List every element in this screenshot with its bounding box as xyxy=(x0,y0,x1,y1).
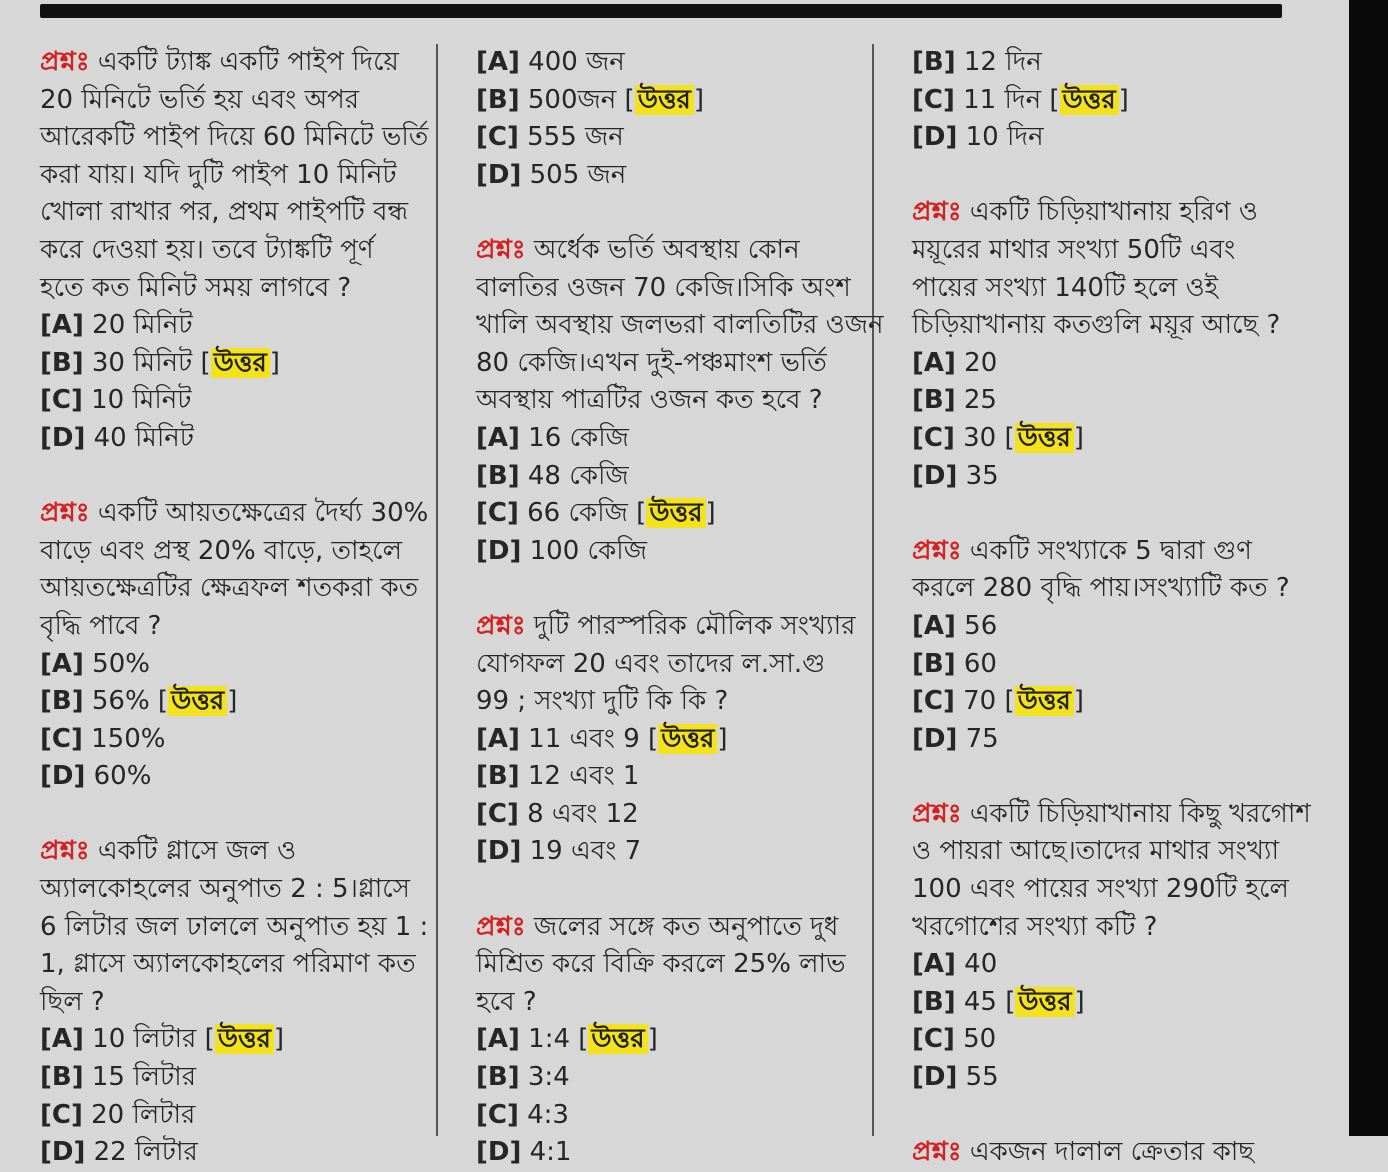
option-text: 11 দিন xyxy=(963,84,1042,115)
answer-badge: উত্তর xyxy=(168,686,227,716)
option-item xyxy=(912,608,1342,646)
option-letter: [B] xyxy=(40,347,84,378)
option-item xyxy=(476,420,866,458)
option-item xyxy=(40,382,430,420)
question-line xyxy=(912,270,1342,308)
answer-badge: উত্তর xyxy=(646,498,705,528)
option-text: 15 লিটার xyxy=(91,1062,197,1093)
question-line xyxy=(912,796,1342,834)
question-text: করে দেওয়া হয়। তবে ট্যাঙ্কটি পূর্ণ xyxy=(40,234,374,265)
option-text: 555 জন xyxy=(527,122,624,153)
answer-badge: উত্তর xyxy=(215,1024,274,1054)
question-text: বাড়ে এবং প্রস্থ 20% বাড়ে, তাহলে xyxy=(40,535,403,566)
question-label: প্রশ্নঃ xyxy=(476,911,526,942)
question-line xyxy=(40,119,430,157)
option-item xyxy=(912,646,1342,684)
option-text: 22 লিটার xyxy=(93,1137,198,1168)
option-letter: [B] xyxy=(40,686,84,717)
option-item xyxy=(40,758,430,796)
option-item xyxy=(912,458,1342,496)
option-text: 10 দিন xyxy=(965,122,1044,153)
option-letter: [B] xyxy=(476,460,520,491)
question-line xyxy=(476,382,866,420)
option-item xyxy=(912,119,1342,157)
option-item: [C] 11 দিন [ উত্তর ] xyxy=(912,84,1129,115)
question-line xyxy=(476,646,866,684)
question-text: একটি গ্লাসে জল ও xyxy=(97,836,297,867)
option-letter: [D] xyxy=(476,159,522,190)
question-line xyxy=(912,871,1342,909)
question-line xyxy=(476,345,866,383)
option-text: 48 কেজি xyxy=(527,460,629,491)
column-2 xyxy=(476,44,884,1172)
option-letter: [C] xyxy=(40,385,83,416)
option-text: 505 জন xyxy=(529,159,627,190)
option-text: 12 এবং 1 xyxy=(527,761,640,792)
question-line xyxy=(40,157,430,195)
question-line xyxy=(40,909,430,947)
question-text: একজন দালাল ক্রেতার কাছ xyxy=(969,1137,1255,1168)
option-item xyxy=(476,833,866,871)
option-letter: [D] xyxy=(912,122,958,153)
option-letter: [C] xyxy=(912,1024,955,1055)
option-text: 60% xyxy=(93,761,152,792)
spacer xyxy=(912,157,1342,195)
option-text: 8 এবং 12 xyxy=(527,798,639,829)
question-label: প্রশ্নঃ xyxy=(40,47,90,77)
question-text: 80 কেজি।এখন দুই-পঞ্চমাংশ ভর্তি xyxy=(476,347,827,378)
option-letter: [D] xyxy=(40,761,86,792)
question-line xyxy=(40,946,430,984)
question-text: 100 এবং পায়ের সংখ্যা 290টি হলে xyxy=(912,874,1289,905)
question-label: প্রশ্নঃ xyxy=(40,836,90,867)
option-letter: [B] xyxy=(476,761,520,792)
option-letter: [A] xyxy=(40,310,84,341)
question-text: আয়তক্ষেত্রটির ক্ষেত্রফল শতকরা কত xyxy=(40,573,419,604)
option-item xyxy=(40,646,430,684)
option-text: 50% xyxy=(92,648,150,679)
question-text: অবস্থায় পাত্রটির ওজন কত হবে ? xyxy=(476,385,823,416)
option-letter: [C] xyxy=(912,84,955,115)
option-item xyxy=(476,533,866,571)
spacer xyxy=(476,570,866,608)
spacer xyxy=(912,495,1342,533)
question-label: প্রশ্নঃ xyxy=(912,197,962,228)
option-item xyxy=(476,119,866,157)
question-text: অ্যালকোহলের অনুপাত 2 : 5।গ্লাসে xyxy=(40,874,410,905)
question-text: করলে 280 বৃদ্ধি পায়।সংখ্যাটি কত ? xyxy=(912,573,1290,604)
question-line xyxy=(476,270,866,308)
answer-badge: উত্তর xyxy=(635,85,694,115)
option-text: 40 মিনিট xyxy=(93,422,194,453)
option-text: 10 লিটার xyxy=(92,1024,197,1055)
option-letter: [A] xyxy=(912,949,956,980)
question-line xyxy=(476,984,866,1022)
option-text: 12 দিন xyxy=(963,47,1042,77)
option-text: 35 xyxy=(965,460,999,491)
option-letter: [D] xyxy=(476,535,522,566)
option-text: 60 xyxy=(963,648,997,679)
question-line xyxy=(912,1134,1342,1172)
question-text: চিড়িয়াখানায় কতগুলি ময়ূর আছে ? xyxy=(912,310,1281,341)
option-text: 25 xyxy=(963,385,997,416)
option-item xyxy=(912,1021,1342,1059)
question-text: 99 ; সংখ্যা দুটি কি কি ? xyxy=(476,686,729,717)
question-text: 6 লিটার জল ঢাললে অনুপাত হয় 1 : xyxy=(40,911,429,942)
option-text: 56% xyxy=(91,686,150,717)
question-text: ও পায়রা আছে।তাদের মাথার সংখ্যা xyxy=(912,836,1280,867)
question-line xyxy=(476,608,866,646)
question-text: করা যায়। যদি দুটি পাইপ 10 মিনিট xyxy=(40,159,397,190)
question-text: দুটি পারস্পরিক মৌলিক সংখ্যার xyxy=(533,610,856,641)
answer-badge: উত্তর xyxy=(1015,987,1074,1017)
option-item xyxy=(912,345,1342,383)
option-text: 20 লিটার xyxy=(91,1099,196,1130)
question-line xyxy=(476,946,866,984)
question-text: বৃদ্ধি পাবে ? xyxy=(40,610,162,641)
option-text: 400 জন xyxy=(528,47,625,77)
option-letter: [C] xyxy=(476,498,519,529)
option-letter: [C] xyxy=(912,422,955,453)
option-text: 40 xyxy=(964,949,998,980)
option-item xyxy=(476,458,866,496)
option-item xyxy=(476,1059,866,1097)
option-text: 4:3 xyxy=(527,1099,569,1130)
column-divider xyxy=(872,44,874,1136)
option-letter: [D] xyxy=(476,1137,522,1168)
question-line xyxy=(912,232,1342,270)
option-item xyxy=(912,44,1342,82)
option-text: 150% xyxy=(91,723,166,754)
option-text: 70 xyxy=(963,686,997,717)
option-item: [B] 500জন [ উত্তর ] xyxy=(476,84,704,115)
option-item: [C] 66 কেজি [ উত্তর ] xyxy=(476,498,716,529)
question-line xyxy=(912,307,1342,345)
option-text: 66 কেজি xyxy=(527,498,628,529)
column-1 xyxy=(40,44,430,1172)
option-text: 10 মিনিট xyxy=(91,385,192,416)
question-text: ছিল ? xyxy=(40,986,105,1017)
question-text: অর্ধেক ভর্তি অবস্থায় কোন xyxy=(533,234,800,265)
option-text: 19 এবং 7 xyxy=(529,836,642,867)
option-letter: [A] xyxy=(40,648,84,679)
option-letter: [C] xyxy=(40,723,83,754)
option-item xyxy=(476,44,866,82)
spacer xyxy=(40,796,430,834)
question-line xyxy=(40,833,430,871)
question-label: প্রশ্নঃ xyxy=(40,498,90,529)
question-text: আরেকটি পাইপ দিয়ে 60 মিনিটে ভর্তি xyxy=(40,122,429,153)
option-item xyxy=(40,420,430,458)
option-item: [A] 1:4 [ উত্তর ] xyxy=(476,1024,658,1055)
question-line xyxy=(40,194,430,232)
answer-badge: উত্তর xyxy=(658,724,717,754)
question-text: 20 মিনিটে ভর্তি হয় এবং অপর xyxy=(40,84,360,115)
question-label: প্রশ্নঃ xyxy=(912,535,962,566)
option-item: [A] 10 লিটার [ উত্তর ] xyxy=(40,1024,285,1055)
option-text: 3:4 xyxy=(527,1062,570,1093)
question-line xyxy=(912,194,1342,232)
option-letter: [A] xyxy=(476,47,520,77)
option-letter: [D] xyxy=(912,723,958,754)
question-label: প্রশ্নঃ xyxy=(476,234,526,265)
option-item xyxy=(912,721,1342,759)
option-letter: [D] xyxy=(476,836,522,867)
answer-badge: উত্তর xyxy=(1015,686,1074,716)
option-letter: [C] xyxy=(40,1099,83,1130)
option-item: [B] 30 মিনিট [ উত্তর ] xyxy=(40,347,280,378)
question-line xyxy=(40,270,430,308)
question-line xyxy=(912,533,1342,571)
option-item xyxy=(912,946,1342,984)
option-text: 56 xyxy=(964,610,998,641)
top-bar xyxy=(40,4,1282,18)
option-text: 75 xyxy=(965,723,999,754)
option-item: [A] 11 এবং 9 [ উত্তর ] xyxy=(476,723,728,754)
option-item xyxy=(476,796,866,834)
answer-badge: উত্তর xyxy=(588,1024,647,1054)
option-text: 500জন xyxy=(527,84,617,115)
option-item: [B] 45 [ উত্তর ] xyxy=(912,986,1085,1017)
question-text: খরগোশের সংখ্যা কটি ? xyxy=(912,911,1158,942)
option-text: 100 কেজি xyxy=(529,535,647,566)
option-letter: [B] xyxy=(912,385,956,416)
option-item xyxy=(912,382,1342,420)
spacer xyxy=(912,758,1342,796)
question-text: পায়ের সংখ্যা 140টি হলে ওই xyxy=(912,272,1219,303)
spacer xyxy=(476,194,866,232)
question-text: মিশ্রিত করে বিক্রি করলে 25% লাভ xyxy=(476,949,846,980)
option-letter: [A] xyxy=(40,1024,84,1055)
option-letter: [B] xyxy=(912,648,956,679)
option-letter: [A] xyxy=(912,610,956,641)
option-item xyxy=(476,758,866,796)
question-text: হবে ? xyxy=(476,986,537,1017)
spacer xyxy=(912,1097,1342,1135)
option-text: 50 xyxy=(963,1024,997,1055)
question-text: খালি অবস্থায় জলভরা বালতিটির ওজন xyxy=(476,310,884,341)
question-line xyxy=(40,608,430,646)
column-3 xyxy=(912,44,1342,1172)
spacer xyxy=(40,458,430,496)
option-item xyxy=(40,307,430,345)
question-line xyxy=(40,495,430,533)
option-letter: [D] xyxy=(912,460,958,491)
option-letter: [A] xyxy=(912,347,956,378)
option-item xyxy=(40,1059,430,1097)
question-text: বালতির ওজন 70 কেজি।সিকি অংশ xyxy=(476,272,851,303)
option-item: [C] 70 [ উত্তর ] xyxy=(912,686,1084,717)
option-letter: [D] xyxy=(912,1062,958,1093)
option-text: 1:4 xyxy=(528,1024,570,1055)
column-divider xyxy=(436,44,438,1136)
question-line xyxy=(476,232,866,270)
option-letter: [B] xyxy=(912,47,956,77)
option-letter: [B] xyxy=(476,84,520,115)
answer-badge: উত্তর xyxy=(1060,85,1119,115)
question-line xyxy=(40,984,430,1022)
question-line xyxy=(40,82,430,120)
option-text: 30 xyxy=(963,422,997,453)
question-text: একটি আয়তক্ষেত্রের দৈর্ঘ্য 30% xyxy=(97,498,429,529)
question-line xyxy=(40,533,430,571)
option-text: 11 এবং 9 xyxy=(528,723,640,754)
option-letter: [C] xyxy=(476,122,519,153)
option-letter: [A] xyxy=(476,723,520,754)
option-text: 4:1 xyxy=(529,1137,572,1168)
question-line xyxy=(476,307,884,345)
question-text: যোগফল 20 এবং তাদের ল.সা.গু xyxy=(476,648,826,679)
question-line xyxy=(912,833,1342,871)
question-line xyxy=(912,570,1342,608)
option-letter: [A] xyxy=(476,1024,520,1055)
question-text: হতে কত মিনিট সময় লাগবে ? xyxy=(40,272,352,303)
option-item xyxy=(40,1097,430,1135)
question-text: ময়ূরের মাথার সংখ্যা 50টি এবং xyxy=(912,234,1236,265)
option-item xyxy=(40,721,430,759)
question-text: খোলা রাখার পর, প্রথম পাইপটি বন্ধ xyxy=(40,197,409,228)
question-text: একটি চিড়িয়াখানায় হরিণ ও xyxy=(969,197,1258,228)
option-letter: [B] xyxy=(476,1062,520,1093)
option-letter: [C] xyxy=(912,686,955,717)
option-letter: [C] xyxy=(476,798,519,829)
question-line xyxy=(40,44,430,82)
option-item xyxy=(476,1134,866,1172)
option-text: 55 xyxy=(965,1062,999,1093)
option-item xyxy=(40,1134,430,1172)
question-line xyxy=(40,570,430,608)
question-text: একটি সংখ্যাকে 5 দ্বারা গুণ xyxy=(969,535,1252,566)
right-edge-strip xyxy=(1349,0,1388,1136)
answer-badge: উত্তর xyxy=(211,348,270,378)
spacer xyxy=(476,871,866,909)
option-text: 16 কেজি xyxy=(528,422,629,453)
question-label: প্রশ্নঃ xyxy=(912,1137,962,1168)
question-line xyxy=(40,871,430,909)
option-letter: [B] xyxy=(912,986,956,1017)
option-text: 45 xyxy=(963,986,997,1017)
option-text: 20 xyxy=(964,347,998,378)
question-label: প্রশ্নঃ xyxy=(476,610,526,641)
option-letter: [A] xyxy=(476,422,520,453)
option-item xyxy=(912,1059,1342,1097)
question-line xyxy=(912,909,1342,947)
answer-badge: উত্তর xyxy=(1015,423,1074,453)
question-line xyxy=(40,232,430,270)
question-text: একটি ট্যাঙ্ক একটি পাইপ দিয়ে xyxy=(97,47,399,77)
question-label: প্রশ্নঃ xyxy=(912,798,962,829)
question-line xyxy=(476,683,866,721)
option-text: 30 মিনিট xyxy=(91,347,193,378)
question-text: একটি চিড়িয়াখানায় কিছু খরগোশ xyxy=(969,798,1311,829)
option-item xyxy=(476,1097,866,1135)
question-text: 1, গ্লাসে অ্যালকোহলের পরিমাণ কত xyxy=(40,949,416,980)
option-letter: [B] xyxy=(40,1062,84,1093)
option-item xyxy=(476,157,866,195)
option-item: [B] 56% [ উত্তর ] xyxy=(40,686,238,717)
option-item: [C] 30 [ উত্তর ] xyxy=(912,422,1084,453)
option-letter: [C] xyxy=(476,1099,519,1130)
option-letter: [D] xyxy=(40,1137,86,1168)
question-line xyxy=(476,909,866,947)
option-letter: [D] xyxy=(40,422,86,453)
option-text: 20 মিনিট xyxy=(92,310,193,341)
question-text: জলের সঙ্গে কত অনুপাতে দুধ xyxy=(533,911,839,942)
